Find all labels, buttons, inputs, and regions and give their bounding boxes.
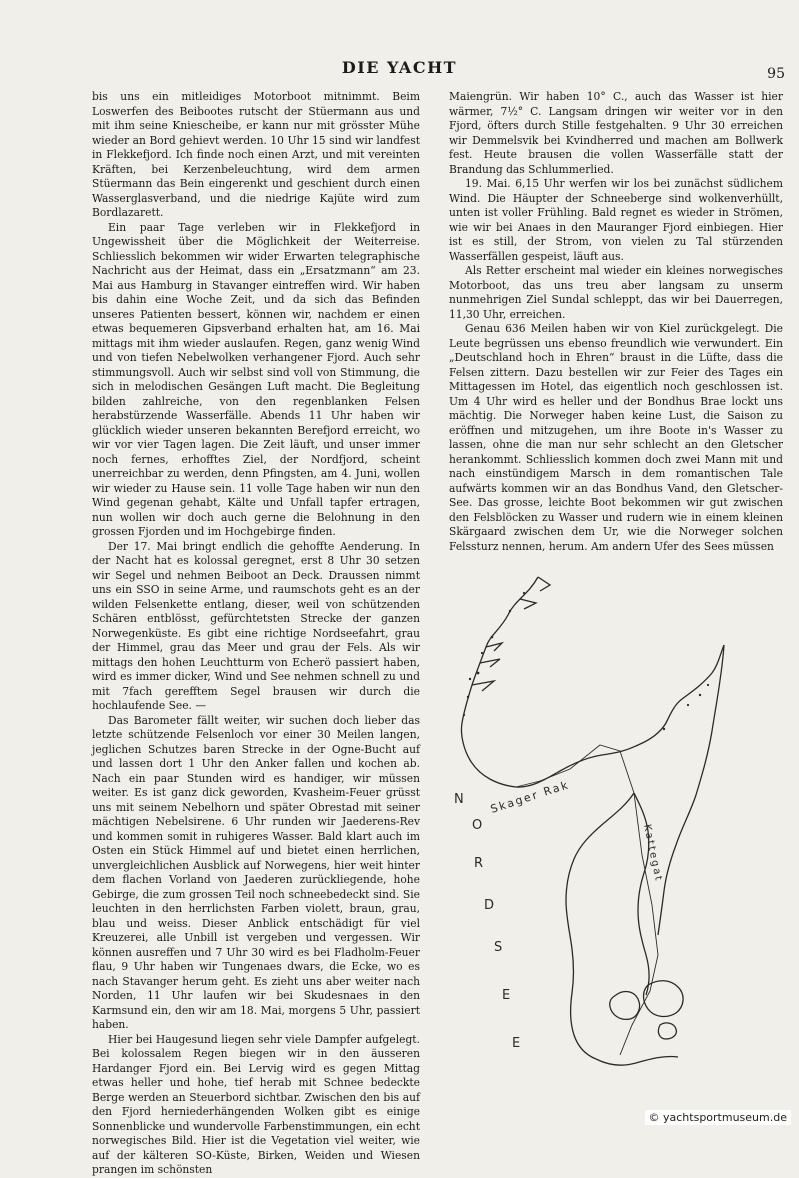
island-zealand bbox=[644, 981, 684, 1017]
sweden-coast bbox=[658, 645, 724, 935]
island-small bbox=[658, 1023, 676, 1039]
left-column bbox=[92, 90, 420, 1178]
island-funen bbox=[610, 992, 640, 1020]
jutland-coast bbox=[566, 793, 649, 1059]
sea-letter: S bbox=[494, 940, 503, 955]
paragraph: bis uns ein mitleidiges Motorboot mitnimmt. Beim Loswerfen des Beibootes rutscht der Stüermann aus und mit ihm seine Kniescheibe, er kann nur mit grösster Mühe wieder an Bord gehievt werden. 10 Uhr 15 sind wir landfest in Flekkefjord. Ich finde noch einen Arzt, und mit vereinten Kräften, bei Kerzenbeleuchtung, wird dem armen Stüermann das Bein eingerenkt und geschient durch einen Wasserglasverband, und die niedrige Kajüte wird zum Bordlazarett. bbox=[92, 90, 420, 219]
paragraph: Das Barometer fällt weiter, wir suchen doch lieber das letzte schützende Felsenloch vor einer 30 Meilen langen, jeglichen Schutzes baren Strecke in der Ogne-Bucht auf und lassen dort 1 Uhr den Anker fallen und kochen ab. Nach ein paar Stunden wird es handiger, wir müssen weiter. Es ist ganz dick geworden, Kvasheim-Feuer grüsst uns mit seinem Nebelhorn und später Obrestad mit seiner mächtigen Nebelsirene. 6 Uhr runden wir Jaederens-Rev und kommen somit in ruhigeres Wasser. Bald klart auch im Osten ein Stück Himmel auf und bietet einen herrlichen, unvergleichlichen Ausblick auf Norwegens, hier weit hinter dem flachen Vorland von Jaederen zurückliegende, hohe Gebirge, die zum grossen Teil noch schneebedeckt sind. Sie leuchten in den herrlichsten Farben violett, braun, grau, blau und weiss. Dieser Anblick entschädigt für viel Kreuzerei, alle Unbill ist vergeben und vergessen. Wir können ausreffen und 7 Uhr 30 wird es bei Fladholm-Feuer flau, 9 Uhr haben wir Tungenaes dwars, die Ecke, wo es nach Stavanger herum geht. Es zieht uns aber weiter nach Norden, 11 Uhr laufen wir bei Skudesnaes in den Karmsund ein, den wir am 18. Mai, morgens 5 Uhr, passiert haben. bbox=[92, 713, 420, 1031]
sea-letter: D bbox=[484, 898, 495, 913]
paragraph: Ein paar Tage verleben wir in Flekkefjord in Ungewissheit über die Möglichkeit der Weiterreise. Schliesslich bekommen wir wider Erwarten telegraphische Nachricht aus der Heimat, dass ein „Ersatzmann“ am 23. Mai aus Hamburg in Stavanger eintreffen wird. Wir haben bis dahin eine Woche Zeit, und da sich das Befinden unseres Patienten bessert, können wir, nachdem er einen etwas bequemeren Gipsverband erhalten hat, am 16. Mai mittags mit ihm wieder auslaufen. Regen, ganz wenig Wind und von tiefen Nebelwolken verhangener Fjord. Auch sehr stimmungsvoll. Auch wir selbst sind voll von Stimmung, die sich in melodischen Gesängen Luft macht. Die Begleitung bilden zahlreiche, von den regenblanken Felsen herabstürzende Wasserfälle. Abends 11 Uhr haben wir glücklich wieder unseren bekannten Berefjord erreicht, wo wir vor vier Tagen lagen. Die Zeit läuft, und unser immer noch fernes, erhofftes Ziel, der Nordfjord, scheint unerreichbar zu werden, denn Pfingsten, am 4. Juni, wollen wir wieder zu Hause sein. 11 volle Tage haben wir nun den Wind gegenan gehabt, Kälte und Unfall tapfer ertragen, nun wollen wir doch auch gerne die Belohnung in den grossen Fjorden und im Hochgebirge finden. bbox=[92, 220, 420, 538]
page-title: DIE YACHT bbox=[341, 58, 458, 77]
paragraph: Hier bei Haugesund liegen sehr viele Dampfer aufgelegt. Bei kolossalem Regen biegen wir in den äusseren Hardanger Fjord ein. Bei Lervig wird es gegen Mittag etwas heller und hohe, tief herab mit Schnee bedeckte Berge werden an Steuerbord sichtbar. Zwischen den bis auf den Fjord herniederhängenden Wolken gibt es einige Sonnenblicke und wundervolle Farbenstimmungen, ein echt norwegisches Bild. Hier ist die Vegetation viel weiter, wie auf der kälteren SO-Küste, Birken, Weiden und Wiesen prangen im schönsten bbox=[92, 1032, 420, 1176]
paragraph: Maiengrün. Wir haben 10° C., auch das Wasser ist hier wärmer, 7½° C. Langsam dringen wir weiter vor in den Fjord, öfters durch Stille festgehalten. 9 Uhr 30 erreichen wir Demmelsvik bei Kvindherred und machen am Bollwerk fest. Heute brausen die vollen Wasserfälle statt der Brandung das Schlummerlied. bbox=[449, 90, 783, 176]
sea-letter: N bbox=[454, 792, 464, 807]
right-column bbox=[449, 90, 783, 554]
map-labels bbox=[454, 778, 664, 1051]
germany-coast bbox=[596, 1056, 678, 1065]
sea-letter: E bbox=[512, 1036, 521, 1051]
sea-letter: E bbox=[502, 988, 511, 1003]
sea-letter: O bbox=[472, 818, 483, 833]
fjord-inlets bbox=[472, 577, 550, 691]
page-number: 95 bbox=[767, 66, 785, 82]
paragraph: Der 17. Mai bringt endlich die gehoffte Aenderung. In der Nacht hat es kolossal geregnet, erst 8 Uhr 30 setzen wir Segel und nehmen Beiboot an Deck. Draussen nimmt uns ein SSO in seine Arme, und raumschots geht es an der wilden Felsenkette entlang, dieser, weil von schützenden Schären entblösst, gefürchtetsten Strecke der ganzen Norwegenküste. Es gibt eine richtige Nordseefahrt, grau der Himmel, grau das Meer und grau der Fels. Als wir mittags den hohen Leuchtturm von Echerö passiert haben, wird es immer dicker, Wind und See nehmen schnell zu und mit 7fach gerefftem Segel brausen wir durch die hochlaufende See. — bbox=[92, 539, 420, 712]
skagerrak-label: Skager Rak bbox=[488, 778, 572, 816]
kattegat-label: Kattegat bbox=[641, 823, 665, 884]
paragraph: Als Retter erscheint mal wieder ein kleines norwegisches Motorboot, das uns treu aber langsam zu unserm nunmehrigen Ziel Sundal schleppt, das wir bei Dauerregen, 11,30 Uhr, erreichen. bbox=[449, 264, 783, 321]
paragraph: Genau 636 Meilen haben wir von Kiel zurückgelegt. Die Leute begrüssen uns ebenso freundlich wie verwundert. Ein „Deutschland hoch in Ehren“ braust in die Lüfte, dass die Felsen zittern. Dazu bestellen wir zur Feier des Tages ein Mittagessen im Hotel, das eigentlich noch geschlossen ist. Um 4 Uhr wird es heller und der Bondhus Brae lockt uns mächtig. Die Norweger haben keine Lust, die Saison zu eröffnen und mitzugehen, um ihre Boote in's Wasser zu lassen, ohne die man nur sehr schlecht an den Gletscher herankommt. Schliesslich kommen doch zwei Mann mit und nach einstündigem Marsch in dem romantischen Tale aufwärts kommen wir an das Bondhus Vand, den Gletscher-See. Das grosse, leichte Boot bekommen wir gut zwischen den Felsblöcken zu Wasser und rudern wie in einem kleinen Skärgaard zwischen dem Ur, wie die Norweger solchen Felssturz nennen, herum. Am andern Ufer des Sees müssen bbox=[449, 322, 783, 553]
watermark: © yachtsportmuseum.de bbox=[645, 1110, 791, 1125]
route-map bbox=[420, 555, 799, 1125]
paragraph: 19. Mai. 6,15 Uhr werfen wir los bei zunächst südlichem Wind. Die Häupter der Schneeberge sind wolkenverhüllt, unten ist voller Frühling. Bald regnet es wieder in Strömen, wie wir bei Anaes in den Mauranger Fjord einbiegen. Hier ist es still, der Strom, von vielen zu Tal stürzenden Wasserfällen gespeist, läuft aus. bbox=[449, 177, 783, 263]
coastline bbox=[461, 577, 724, 1065]
sea-letter: R bbox=[474, 856, 484, 871]
archipelago bbox=[463, 592, 709, 730]
norway-coast bbox=[461, 577, 724, 787]
route-map-svg bbox=[420, 555, 799, 1125]
